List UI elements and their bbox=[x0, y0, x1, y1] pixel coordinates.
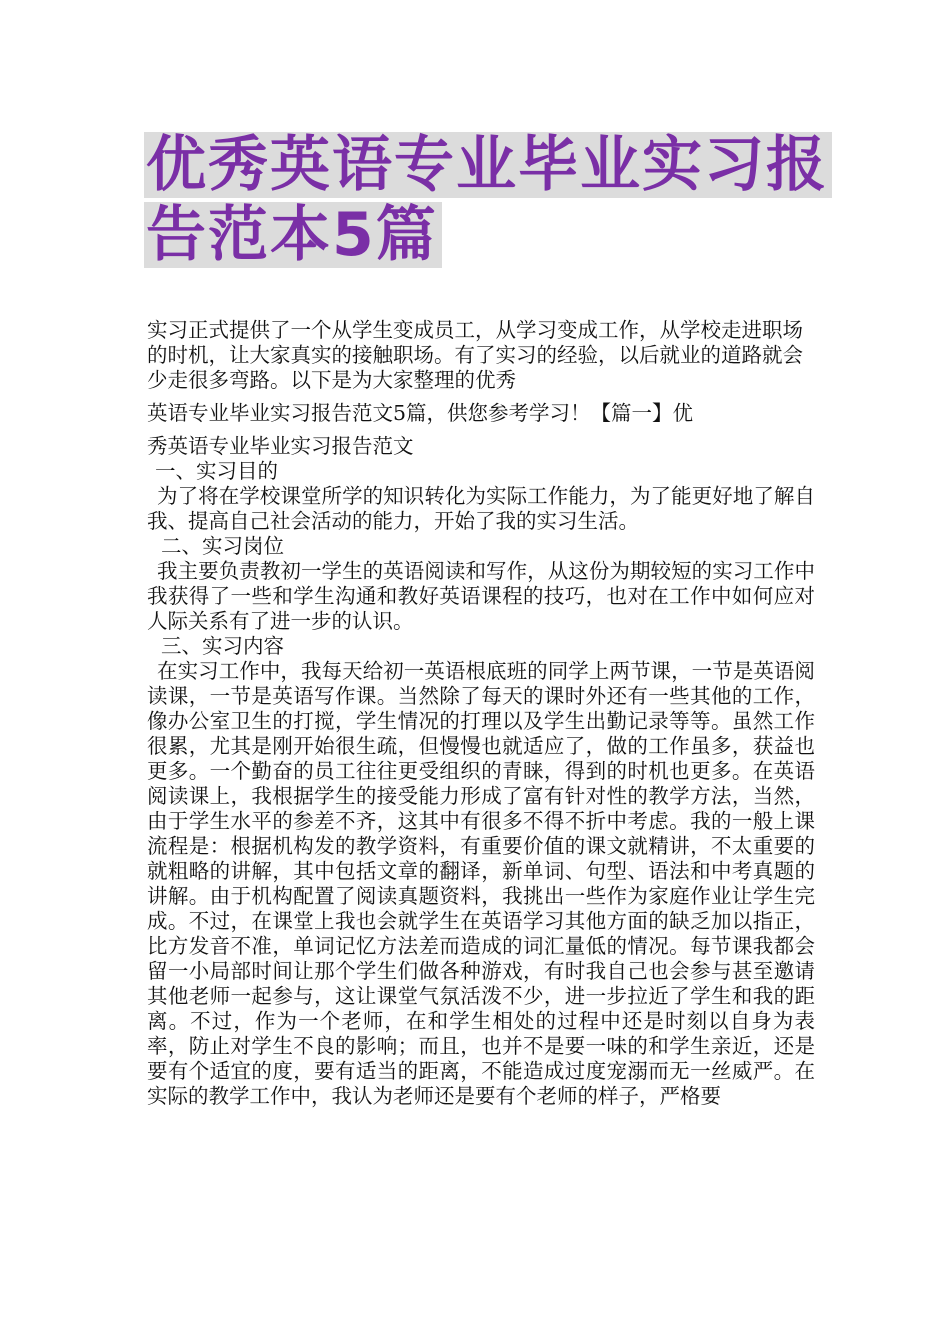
section-heading-position: 二、实习岗位 bbox=[161, 534, 284, 558]
document-title bbox=[144, 130, 828, 272]
section-paragraph-position: 我主要负责教初一学生的英语阅读和写作，从这份为期较短的实习工作中我获得了一些和学生沟通和教好英语课程的技巧，也对在工作中如何应对人际关系有了进一步的认识。 bbox=[147, 559, 815, 633]
article-one-title: 秀英语专业毕业实习报告范文 bbox=[147, 434, 414, 458]
title-line-2: 告范本5篇 bbox=[144, 202, 442, 268]
title-line-1: 优秀英语专业毕业实习报 bbox=[144, 132, 832, 198]
document-body bbox=[147, 318, 815, 1109]
intro-paragraph-continued: 英语专业毕业实习报告范文5篇，供您参考学习！【篇一】优 bbox=[147, 401, 694, 425]
intro-paragraph: 实习正式提供了一个从学生变成员工，从学习变成工作，从学校走进职场的时机，让大家真实的接触职场。有了实习的经验，以后就业的道路就会少走很多弯路。以下是为大家整理的优秀 bbox=[147, 318, 803, 392]
section-heading-content: 三、实习内容 bbox=[161, 634, 284, 658]
section-paragraph-purpose: 为了将在学校课堂所学的知识转化为实际工作能力，为了能更好地了解自我、提高自己社会活动的能力，开始了我的实习生活。 bbox=[147, 484, 815, 533]
section-heading-purpose: 一、实习目的 bbox=[155, 459, 278, 483]
section-paragraph-content: 在实习工作中，我每天给初一英语根底班的同学上两节课，一节是英语阅读课，一节是英语写作课。当然除了每天的课时外还有一些其他的工作，像办公室卫生的打搅，学生情况的打理以及学生出勤记录等等。虽然工作很累，尤其是刚开始很生疏，但慢慢也就适应了，做的工作虽多，获益也更多。一个勤奋的员工往往更受组织的青睐，得到的时机也更多。在英语阅读课上，我根据学生的接受能力形成了富有针对性的教学方法，当然，由于学生水平的参差不齐，这其中有很多不得不折中考虑。我的一般上课流程是：根据机构发的教学资料，有重要价值的课文就精讲，不太重要的就粗略的讲解，其中包括文章的翻译，新单词、句型、语法和中考真题的讲解。由于机构配置了阅读真题资料，我挑出一些作为家庭作业让学生完成。不过，在课堂上我也会就学生在英语学习其他方面的缺乏加以指正，比方发音不准，单词记忆方法差而造成的词汇量低的情况。每节课我都会留一小局部时间让那个学生们做各种游戏，有时我自己也会参与甚至邀请其他老师一起参与，这让课堂气氛活泼不少，进一步拉近了学生和我的距离。不过，作为一个老师，在和学生相处的过程中还是时刻以自身为表率，防止对学生不良的影响；而且，也并不是要一味的和学生亲近，还是要有个适宜的度，要有适当的距离，不能造成过度宠溺而无一丝威严。在实际的教学工作中，我认为老师还是要有个老师的样子，严格要 bbox=[147, 659, 815, 1108]
